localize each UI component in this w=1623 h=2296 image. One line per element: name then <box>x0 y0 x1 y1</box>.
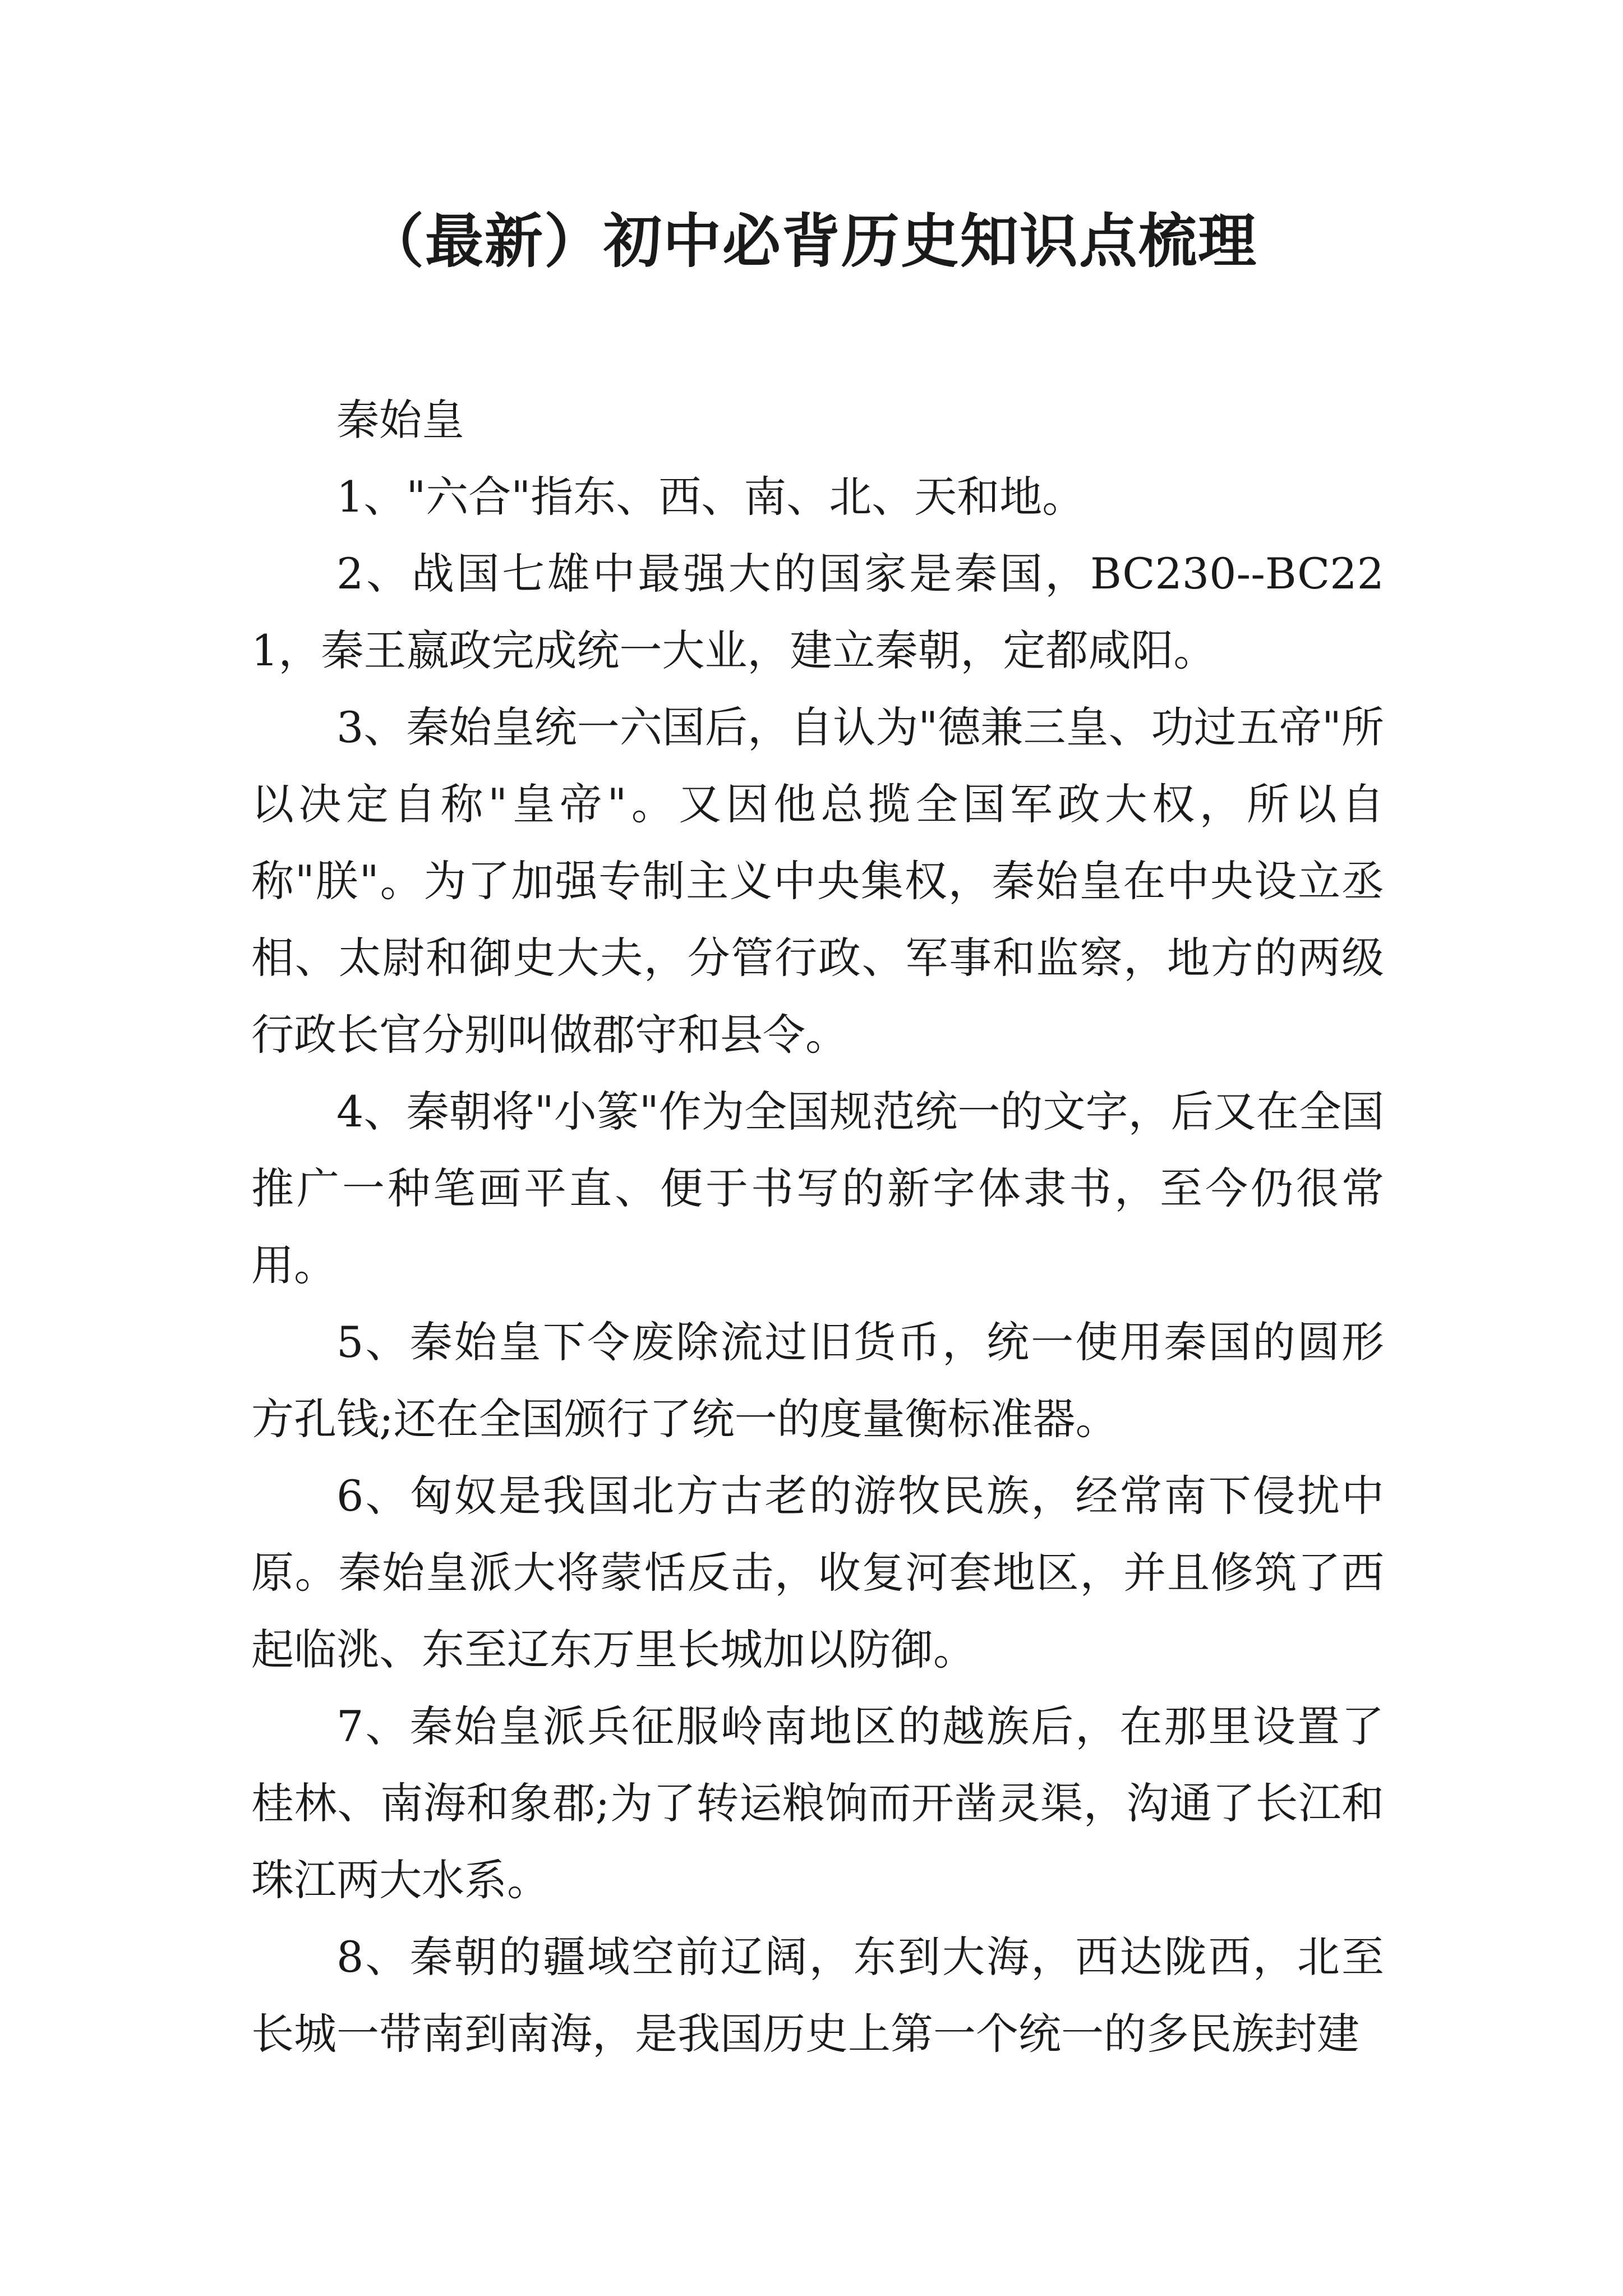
document-title: （最新）初中必背历史知识点梳理 <box>365 206 1257 275</box>
paragraph: 8、秦朝的疆域空前辽阔，东到大海，西达陇西，北至长城一带南到南海，是我国历史上第一个统一的多民族封建 <box>251 1932 1384 2059</box>
document-body <box>251 381 1384 2072</box>
paragraph: 3、秦始皇统一六国后，自认为"德兼三皇、功过五帝"所以决定自称"皇帝"。又因他总揽全国军政大权，所以自称"朕"。为了加强专制主义中央集权，秦始皇在中央设立丞相、太尉和御史大夫，分管行政、军事和监察，地方的两级行政长官分别叫做郡守和县令。 <box>251 702 1384 1060</box>
section-heading: 秦始皇 <box>336 395 464 445</box>
paragraph: 7、秦始皇派兵征服岭南地区的越族后，在那里设置了桂林、南海和象郡;为了转运粮饷而开凿灵渠，沟通了长江和珠江两大水系。 <box>251 1701 1384 1905</box>
paragraph: 4、秦朝将"小篆"作为全国规范统一的文字，后又在全国推广一种笔画平直、便于书写的新字体隶书，至今仍很常用。 <box>251 1087 1384 1290</box>
paragraph: 1、"六合"指东、西、南、北、天和地。 <box>336 472 1085 522</box>
paragraph: 2、战国七雄中最强大的国家是秦国，BC230--BC221，秦王嬴政完成统一大业，建立秦朝，定都咸阳。 <box>251 549 1384 675</box>
paragraph: 6、匈奴是我国北方古老的游牧民族，经常南下侵扰中原。秦始皇派大将蒙恬反击，收复河套地区，并且修筑了西起临洮、东至辽东万里长城加以防御。 <box>251 1471 1384 1674</box>
paragraph: 5、秦始皇下令废除流过旧货币，统一使用秦国的圆形方孔钱;还在全国颁行了统一的度量衡标准器。 <box>251 1317 1384 1444</box>
